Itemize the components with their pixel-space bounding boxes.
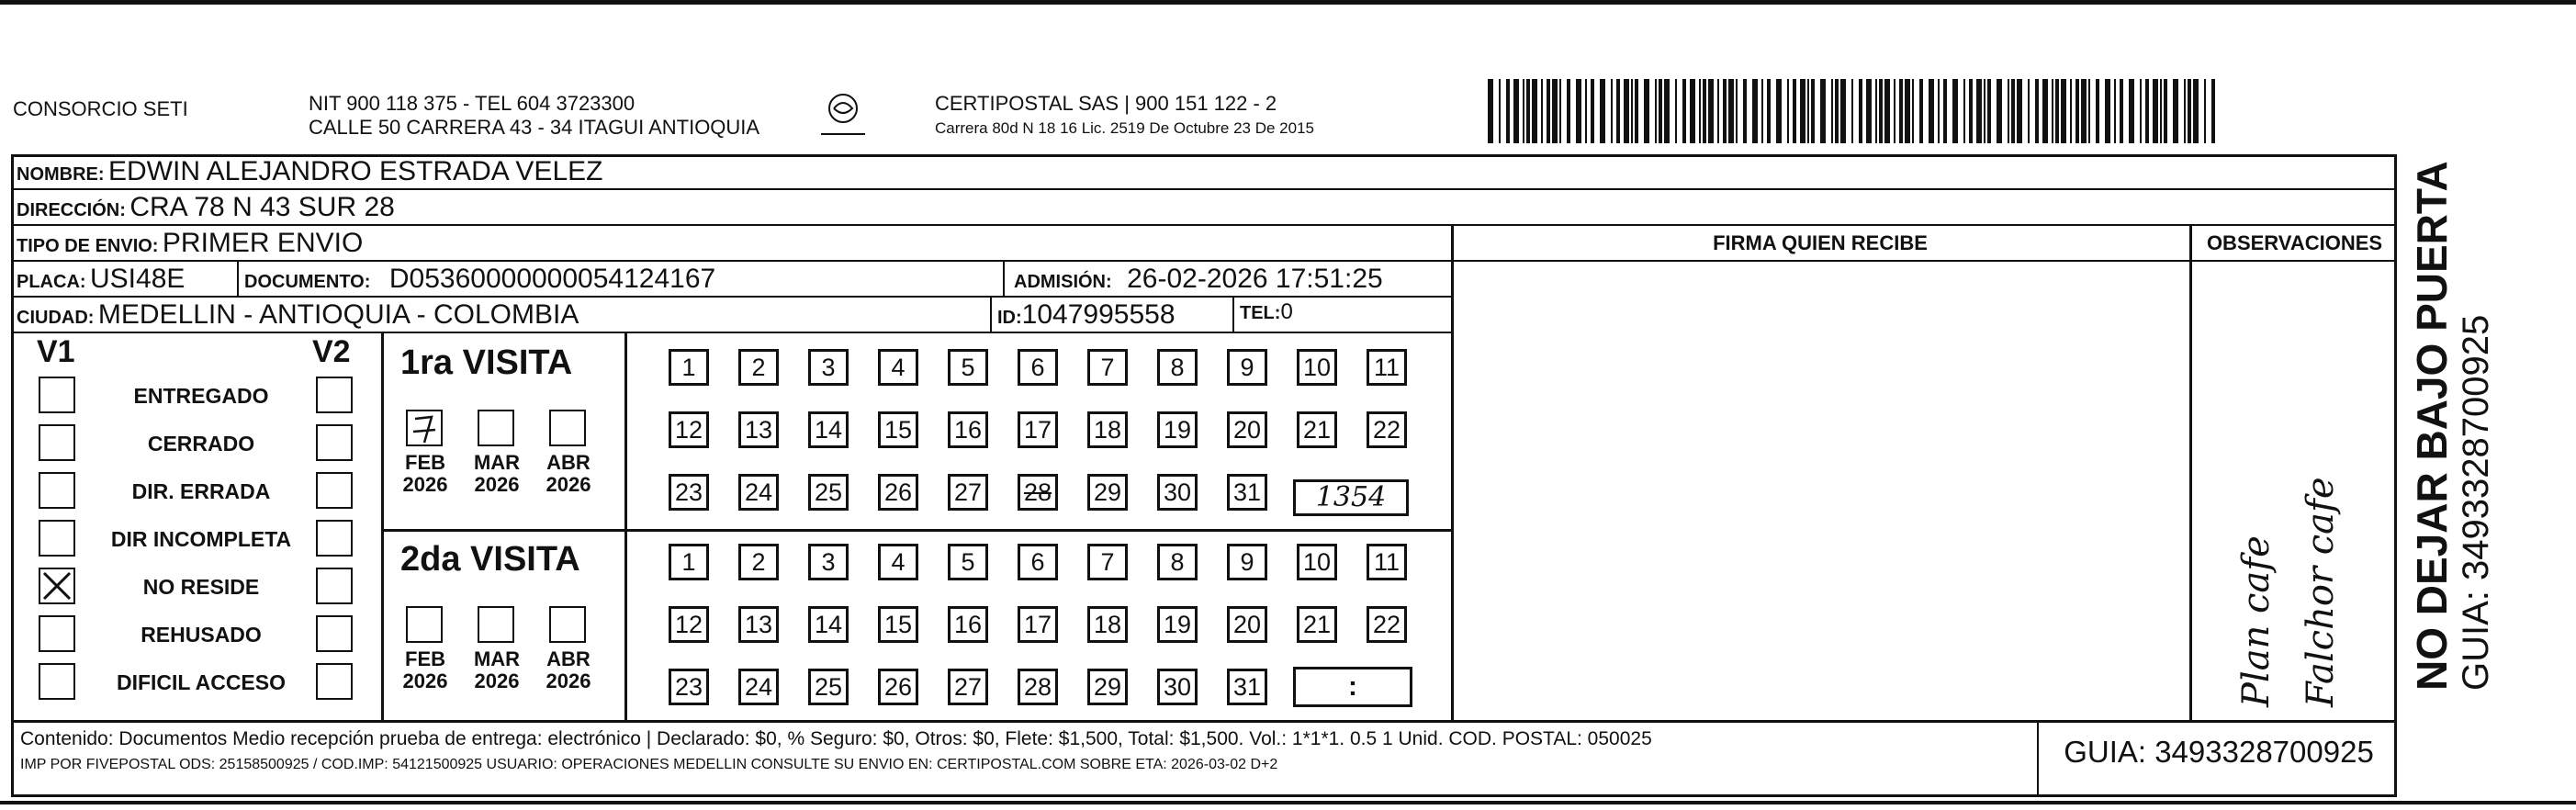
placa-cell [17,264,185,295]
second-visit-day-27[interactable]: 27 [948,669,988,705]
second-visit-day-28[interactable]: 28 [1018,669,1058,705]
year-label: 2026 [474,473,520,496]
barcode-bar [2011,79,2015,143]
visit-divider [624,332,627,720]
barcode-bar [2052,79,2053,143]
barcode-bar [1851,79,1853,143]
barcode-bar [2042,79,2048,143]
barcode-bar [1840,79,1846,143]
barcode-bar [2081,79,2087,143]
barcode-bar [1767,79,1771,143]
v2-checkbox[interactable] [316,424,353,461]
second-visit-day-13[interactable]: 13 [738,606,779,643]
first-visit-day-11[interactable]: 11 [1367,349,1407,386]
month-caption [468,452,525,496]
second-visit-day-9[interactable]: 9 [1227,544,1267,580]
v2-checkbox[interactable] [316,377,353,413]
barcode-bar [1929,79,1934,143]
barcode-bar [1559,79,1561,143]
nombre-row [17,156,602,187]
second-visit-day-25[interactable]: 25 [808,669,849,705]
barcode-bar [1541,79,1543,143]
tel-value: 0 [1280,299,1293,324]
barcode-bar [2145,79,2149,143]
month-caption [540,452,597,496]
ciudad-label: CIUDAD: [17,308,95,328]
barcode-bar [1807,79,1809,143]
barcode-bar [2061,79,2066,143]
year-label: 2026 [402,473,448,496]
tipo-label: TIPO DE ENVIO: [17,236,159,256]
first-visit-day-28[interactable]: 28 [1018,474,1058,511]
second-visit-day-30[interactable]: 30 [1157,669,1198,705]
status-divider [381,332,384,720]
barcode-bar [2105,79,2110,143]
footer-guia-divider [2037,720,2039,797]
barcode-bar [1811,79,1815,143]
status-label: DIFICIL ACCESO [116,670,286,694]
barcode-bar [1499,79,1501,143]
v1-checkbox[interactable] [39,424,75,461]
barcode-bar [2211,79,2215,143]
side-notice [2408,161,2496,691]
v1-checkbox[interactable] [39,568,75,604]
side-guia-label: GUIA: 3493328700925 [2456,314,2496,691]
barcode-bar [1600,79,1605,143]
month-caption [397,648,454,692]
barcode-bar [1644,79,1649,143]
barcode-bar [2096,79,2099,143]
barcode-bar [1624,79,1629,143]
signature-area[interactable] [1455,263,2188,718]
barcode-bar [1894,79,1895,143]
first-visit-day-22[interactable]: 22 [1367,411,1407,448]
barcode-bar [1997,79,2002,143]
documento-value: D05360000000054124167 [388,264,716,294]
second-visit-month-checkbox[interactable] [478,606,514,643]
x-mark-icon [40,569,73,602]
first-visit-day-10[interactable]: 10 [1297,349,1337,386]
cell-divider [1003,260,1005,297]
second-visit-day-26[interactable]: 26 [878,669,918,705]
barcode-bar [1938,79,1940,143]
barcode-bar [1690,79,1695,143]
second-visit-day-11[interactable]: 11 [1367,544,1407,580]
first-visit-day-19[interactable]: 19 [1157,411,1198,448]
barcode-bar [2188,79,2191,143]
barcode-bar [2008,79,2009,143]
v1-label: V1 [37,334,75,369]
barcode-bar [1708,79,1714,143]
barcode-bar [1879,79,1883,143]
documento-cell [244,264,715,295]
check-mark-icon [408,411,441,444]
barcode-bar [1761,79,1763,143]
barcode-bar [2204,79,2206,143]
company-info [309,92,759,140]
first-visit-day-30[interactable]: 30 [1157,474,1198,511]
ciudad-value: MEDELLIN - ANTIOQUIA - COLOMBIA [97,299,579,330]
barcode-bar [2173,79,2178,143]
footer-divider [11,720,2397,723]
tipo-value: PRIMER ENVIO [162,228,364,258]
first-visit-month-checkbox[interactable] [478,410,514,446]
month-label: MAR [473,451,521,474]
observation-line-1: Plan cafe [2235,535,2278,707]
month-label: MAR [473,647,521,670]
status-label: DIR. ERRADA [131,479,271,503]
second-visit-day-12[interactable]: 12 [669,606,709,643]
barcode-bar [1905,79,1910,143]
second-visit-day-23[interactable]: 23 [669,669,709,705]
barcode-bar [1523,79,1524,143]
second-visit-day-15[interactable]: 15 [878,606,918,643]
barcode-bar [2129,79,2134,143]
barcode [1488,79,2222,145]
barcode-bar [1787,79,1789,143]
direccion-value: CRA 78 N 43 SUR 28 [129,192,395,222]
barcode-bar [1699,79,1701,143]
barcode-bar [1576,79,1581,143]
first-visit-day-24[interactable]: 24 [738,474,779,511]
v1-checkbox[interactable] [39,377,75,413]
first-visit-title: 1ra VISITA [400,343,573,382]
second-visit-day-24[interactable]: 24 [738,669,779,705]
company-name: CONSORCIO SETI [13,97,188,120]
barcode-bar [2193,79,2199,143]
first-visit-day-13[interactable]: 13 [738,411,779,448]
first-visit-day-20[interactable]: 20 [1227,411,1267,448]
second-visit-day-18[interactable]: 18 [1087,606,1128,643]
second-visit-day-5[interactable]: 5 [948,544,988,580]
first-visit-day-3[interactable]: 3 [808,349,849,386]
barcode-bar [1831,79,1833,143]
status-label: DIR INCOMPLETA [110,527,292,551]
barcode-bar [1567,79,1570,143]
footer-content: Contenido: Documentos Medio recepción prueba de entrega: electrónico | Declarado: $0, % Seguro: $0, Otros: $0, Flete: $1,500, Total: $1,500. Vol.: 1*1*1. 0.5 1 Unid. COD. POSTAL: 050025 [20,728,1652,749]
barcode-bar [2070,79,2072,143]
month-caption [540,648,597,692]
first-visit-month-checkbox[interactable] [406,410,443,446]
carrier-name: CERTIPOSTAL SAS | 900 151 122 - 2 [935,92,1277,115]
second-visit-day-7[interactable]: 7 [1087,544,1128,580]
barcode-bar [1884,79,1890,143]
barcode-bar [1552,79,1558,143]
barcode-bar [1655,79,1657,143]
second-visit-day-4[interactable]: 4 [878,544,918,580]
row-divider [11,296,1453,298]
footer-guia: GUIA: 3493328700925 [2064,735,2374,769]
year-label: 2026 [546,473,591,496]
first-visit-day-29[interactable]: 29 [1087,474,1128,511]
first-visit-day-5[interactable]: 5 [948,349,988,386]
second-visit-day-10[interactable]: 10 [1297,544,1337,580]
barcode-bar [1776,79,1782,143]
first-visit-day-16[interactable]: 16 [948,411,988,448]
second-visit-day-3[interactable]: 3 [808,544,849,580]
first-visit-month-checkbox[interactable] [549,410,586,446]
id-label: ID: [997,308,1022,328]
second-visit-day-22[interactable]: 22 [1367,606,1407,643]
first-visit-time[interactable]: 1354 [1293,479,1409,516]
barcode-bar [2120,79,2123,143]
second-visit-day-8[interactable]: 8 [1157,544,1198,580]
barcode-bar [1611,79,1613,143]
barcode-bar [1793,79,1796,143]
admision-cell [1014,264,1383,295]
first-visit-day-2[interactable]: 2 [738,349,779,386]
year-label: 2026 [402,669,448,692]
v2-checkbox[interactable] [316,472,353,509]
first-visit-day-18[interactable]: 18 [1087,411,1128,448]
status-label: CERRADO [147,432,255,456]
cell-divider [990,296,992,332]
first-visit-day-23[interactable]: 23 [669,474,709,511]
row-divider [11,188,2397,190]
documento-label: DOCUMENTO: [244,272,371,292]
tel-label: TEL: [1240,303,1281,323]
second-visit-day-31[interactable]: 31 [1227,669,1267,705]
first-visit-day-6[interactable]: 6 [1018,349,1058,386]
second-visit-day-6[interactable]: 6 [1018,544,1058,580]
barcode-bar [1952,79,1958,143]
barcode-bar [2075,79,2079,143]
barcode-bar [1875,79,1877,143]
first-visit-day-4[interactable]: 4 [878,349,918,386]
nombre-value: EDWIN ALEJANDRO ESTRADA VELEZ [108,156,603,186]
cell-divider [1232,296,1234,332]
barcode-bar [2140,79,2142,143]
direccion-row [17,192,395,223]
second-visit-day-29[interactable]: 29 [1087,669,1128,705]
barcode-bar [1488,79,1493,143]
barcode-bar [1723,79,1727,143]
tel-cell [1240,299,1293,325]
barcode-bar [2164,79,2167,143]
status-label: ENTREGADO [133,384,269,408]
first-visit-day-25[interactable]: 25 [808,474,849,511]
cell-divider [237,260,239,297]
v2-checkbox[interactable] [316,615,353,652]
barcode-bar [2160,79,2162,143]
month-label: FEB [405,451,445,474]
barcode-bar [1752,79,1758,143]
barcode-bar [1969,79,1973,143]
second-visit-day-14[interactable]: 14 [808,606,849,643]
barcode-bar [1728,79,1734,143]
status-label: NO RESIDE [142,575,260,599]
first-visit-day-12[interactable]: 12 [669,411,709,448]
barcode-bar [1513,79,1519,143]
barcode-bar [1976,79,1982,143]
second-visit-day-17[interactable]: 17 [1018,606,1058,643]
barcode-bar [1526,79,1530,143]
bottom-border [0,801,2576,804]
barcode-bar [1682,79,1686,143]
ciudad-cell [17,299,579,331]
first-visit-day-9[interactable]: 9 [1227,349,1267,386]
barcode-bar [1987,79,1991,143]
second-visit-day-1[interactable]: 1 [669,544,709,580]
nit-line: NIT 900 118 375 - TEL 604 3723300 [309,92,636,115]
first-visit-day-27[interactable]: 27 [948,474,988,511]
barcode-bar [1664,79,1670,143]
second-visit-day-16[interactable]: 16 [948,606,988,643]
row-divider [11,260,2397,262]
first-visit-day-8[interactable]: 8 [1157,349,1198,386]
first-visit-day-26[interactable]: 26 [878,474,918,511]
barcode-bar [2184,79,2186,143]
second-visit-month-checkbox[interactable] [406,606,443,643]
barcode-bar [1635,79,1638,143]
observations-area[interactable] [2204,266,2388,716]
barcode-bar [1547,79,1550,143]
barcode-bar [1820,79,1826,143]
address-line: CALLE 50 CARRERA 43 - 34 ITAGUI ANTIOQUIA [309,116,760,139]
first-visit-day-14[interactable]: 14 [808,411,849,448]
tipo-row [17,228,363,259]
nombre-label: NOMBRE: [17,164,105,185]
barcode-bar [1506,79,1510,143]
barcode-bar [2153,79,2158,143]
barcode-bar [1835,79,1839,143]
second-visit-day-20[interactable]: 20 [1227,606,1267,643]
barcode-bar [1963,79,1965,143]
month-caption [397,452,454,496]
obs-divider [2189,224,2192,720]
barcode-bar [1912,79,1914,143]
certipostal-logo [816,88,871,143]
first-visit-day-17[interactable]: 17 [1018,411,1058,448]
second-visit-time[interactable]: : [1293,667,1412,707]
second-visit-day-2[interactable]: 2 [738,544,779,580]
id-cell [997,299,1176,331]
observaciones-header: OBSERVACIONES [2206,231,2383,254]
month-caption [468,648,525,692]
v1-checkbox[interactable] [39,520,75,557]
year-label: 2026 [474,669,520,692]
barcode-bar [1943,79,1947,143]
year-label: 2026 [546,669,591,692]
row-divider [11,332,1453,333]
barcode-bar [1591,79,1594,143]
firma-header: FIRMA QUIEN RECIBE [1713,231,1928,254]
carrier-info [935,92,1314,138]
first-visit-day-31[interactable]: 31 [1227,474,1267,511]
direccion-label: DIRECCIÓN: [17,200,126,220]
barcode-bar [2035,79,2039,143]
barcode-bar [1532,79,1537,143]
no-dejar-label: NO DEJAR BAJO PUERTA [2408,161,2456,691]
barcode-bar [1859,79,1862,143]
row-divider [11,224,2397,226]
v1-checkbox[interactable] [39,615,75,652]
v1-checkbox[interactable] [39,663,75,700]
barcode-bar [1631,79,1633,143]
v2-checkbox[interactable] [316,568,353,604]
barcode-bar [2028,79,2030,143]
barcode-bar [1736,79,1738,143]
first-visit-day-7[interactable]: 7 [1087,349,1128,386]
barcode-bar [2017,79,2022,143]
first-visit-day-21[interactable]: 21 [1297,411,1337,448]
id-value: 1047995558 [1021,299,1176,330]
second-visit-title: 2da VISITA [400,540,580,579]
barcode-bar [1616,79,1620,143]
first-visit-day-15[interactable]: 15 [878,411,918,448]
v2-checkbox[interactable] [316,520,353,557]
barcode-bar [1984,79,1985,143]
month-label: ABR [546,451,591,474]
barcode-bar [2114,79,2116,143]
barcode-bar [1899,79,1903,143]
firma-divider [1451,224,1454,720]
barcode-bar [1717,79,1719,143]
barcode-bar [1866,79,1872,143]
barcode-bar [1919,79,1923,143]
barcode-bar [1703,79,1706,143]
barcode-bar [1675,79,1677,143]
top-border [0,0,2576,5]
admision-value: 26-02-2026 17:51:25 [1127,264,1383,294]
barcode-bar [1800,79,1805,143]
second-visit-day-21[interactable]: 21 [1297,606,1337,643]
status-label: REHUSADO [141,623,262,647]
observation-line-2: Falchor cafe [2300,477,2342,707]
barcode-bar [1743,79,1747,143]
admision-label: ADMISIÓN: [1014,272,1112,292]
carrier-license: Carrera 80d N 18 16 Lic. 2519 De Octubre 23 De 2015 [935,119,1314,137]
placa-value: USI48E [90,264,186,294]
second-visit-month-checkbox[interactable] [549,606,586,643]
first-visit-day-1[interactable]: 1 [669,349,709,386]
month-label: ABR [546,647,591,670]
barcode-bar [2055,79,2059,143]
v1-checkbox[interactable] [39,472,75,509]
placa-label: PLACA: [17,272,86,292]
second-visit-day-19[interactable]: 19 [1157,606,1198,643]
v2-label: V2 [312,334,351,369]
barcode-bar [1659,79,1662,143]
barcode-bar [2088,79,2090,143]
footer-print-info: IMP POR FIVEPOSTAL ODS: 25158500925 / COD.IMP: 54121500925 USUARIO: OPERACIONES MEDELLIN CONSULTE SU ENVIO EN: CERTIPOSTAL.COM SOBRE ETA: 2026-03-02 D+2 [20,757,1278,772]
v2-checkbox[interactable] [316,663,353,700]
barcode-bar [1585,79,1587,143]
visit-row-divider [381,529,1453,532]
month-label: FEB [405,647,445,670]
